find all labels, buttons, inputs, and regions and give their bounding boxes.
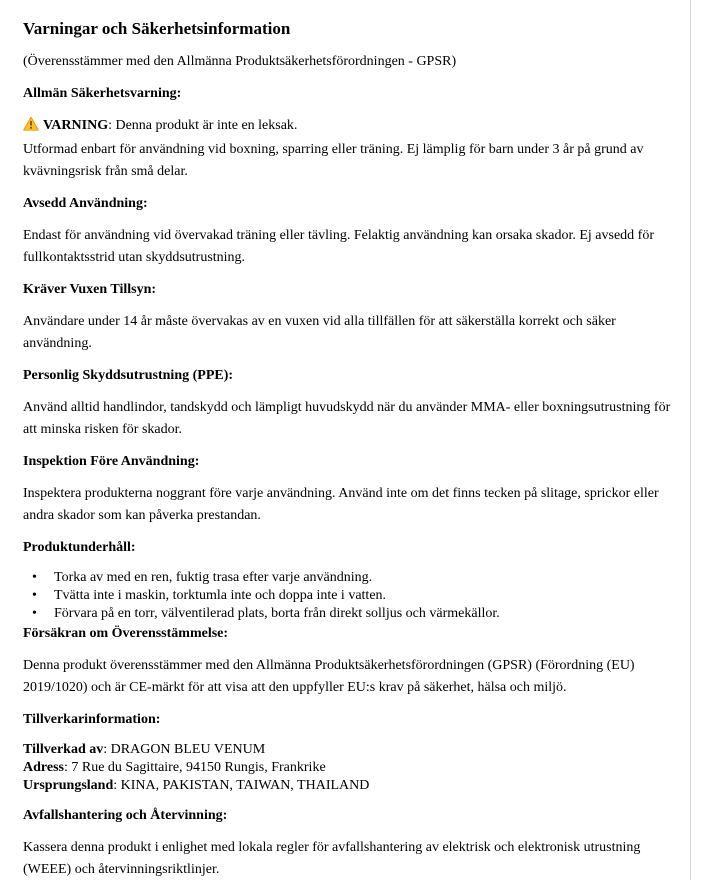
- address-value: : 7 Rue du Sagittaire, 94150 Rungis, Frankrike: [63, 760, 326, 775]
- heading-conformity: Försäkran om Överensstämmelse:: [23, 626, 229, 641]
- subtitle-gpsr: (Överensstämmer med den Allmänna Produktsäkerhetsförordningen - GPSR): [23, 54, 457, 69]
- paragraph-conformity: Denna produkt överensstämmer med den Allmänna Produktsäkerhetsförordningen (GPSR) (Förordning (EU) 2019/1020) och är CE-märkt för att visa att den uppfyller EU:s krav på säkerhet, hälsa och miljö.: [23, 658, 635, 695]
- manufacturer-address-line: [23, 759, 677, 777]
- warning-label: VARNING: [43, 118, 109, 133]
- paragraph-adult-supervision: Användare under 14 år måste övervakas av en vuxen vid alla tillfällen för att säkerställa korrekt och säker användning.: [23, 314, 616, 351]
- warning-body: Utformad enbart för användning vid boxning, sparring eller träning. Ej lämplig för barn under 3 år på grund av kvävningsrisk från små delar.: [23, 142, 644, 179]
- manufacturer-origin-line: [23, 777, 677, 795]
- heading-intended-use: Avsedd Användning:: [23, 196, 148, 211]
- paragraph-inspection: Inspektera produkterna noggrant före varje användning. Använd inte om det finns tecken på slitage, sprickor eller andra skador som kan påverka prestandan.: [23, 486, 659, 523]
- made-by-label: Tillverkad av: [23, 742, 104, 757]
- page-title: Varningar och Säkerhetsinformation: [23, 19, 291, 38]
- warning-line: [23, 115, 677, 139]
- heading-inspection: Inspektion Före Användning:: [23, 454, 200, 469]
- origin-label: Ursprungsland: [23, 778, 114, 793]
- list-item: • Tvätta inte i maskin, torktumla inte och doppa inte i vatten.: [23, 587, 677, 605]
- paragraph-waste-recycling: Kassera denna produkt i enlighet med lokala regler för avfallshantering av elektrisk och elektronisk utrustning (WEEE) och återvinningsriktlinjer.: [23, 840, 641, 877]
- heading-manufacturer-info: Tillverkarinformation:: [23, 712, 161, 727]
- address-label: Adress: [23, 760, 64, 775]
- origin-value: : KINA, PAKISTAN, TAIWAN, THAILAND: [113, 778, 370, 793]
- made-by-value: : DRAGON BLEU VENUM: [103, 742, 266, 757]
- manufacturer-block: [23, 741, 677, 795]
- paragraph-ppe: Använd alltid handlindor, tandskydd och lämpligt huvudskydd när du använder MMA- eller boxningsutrustning för att minska risken för skador.: [23, 400, 671, 437]
- heading-general-safety-warning: Allmän Säkerhetsvarning:: [23, 86, 182, 101]
- heading-adult-supervision: Kräver Vuxen Tillsyn:: [23, 282, 157, 297]
- warning-block: [23, 115, 677, 183]
- heading-maintenance: Produktunderhåll:: [23, 540, 136, 555]
- warning-triangle-icon: [23, 116, 39, 139]
- maintenance-bullet-list: [23, 569, 677, 623]
- manufacturer-made-by-line: [23, 741, 677, 759]
- warning-rest: : Denna produkt är inte en leksak.: [108, 118, 298, 133]
- list-item: • Torka av med en ren, fuktig trasa efter varje användning.: [23, 569, 677, 587]
- heading-waste-recycling: Avfallshantering och Återvinning:: [23, 808, 228, 823]
- paragraph-intended-use: Endast för användning vid övervakad träning eller tävling. Felaktig användning kan orsaka skador. Ej avsedd för fullkontaktsstrid utan skyddsutrustning.: [23, 228, 654, 265]
- heading-ppe: Personlig Skyddsutrustning (PPE):: [23, 368, 234, 383]
- page-edge-divider: [690, 0, 691, 880]
- list-item: • Förvara på en torr, välventilerad plats, borta från direkt solljus och värmekällor.: [23, 605, 677, 623]
